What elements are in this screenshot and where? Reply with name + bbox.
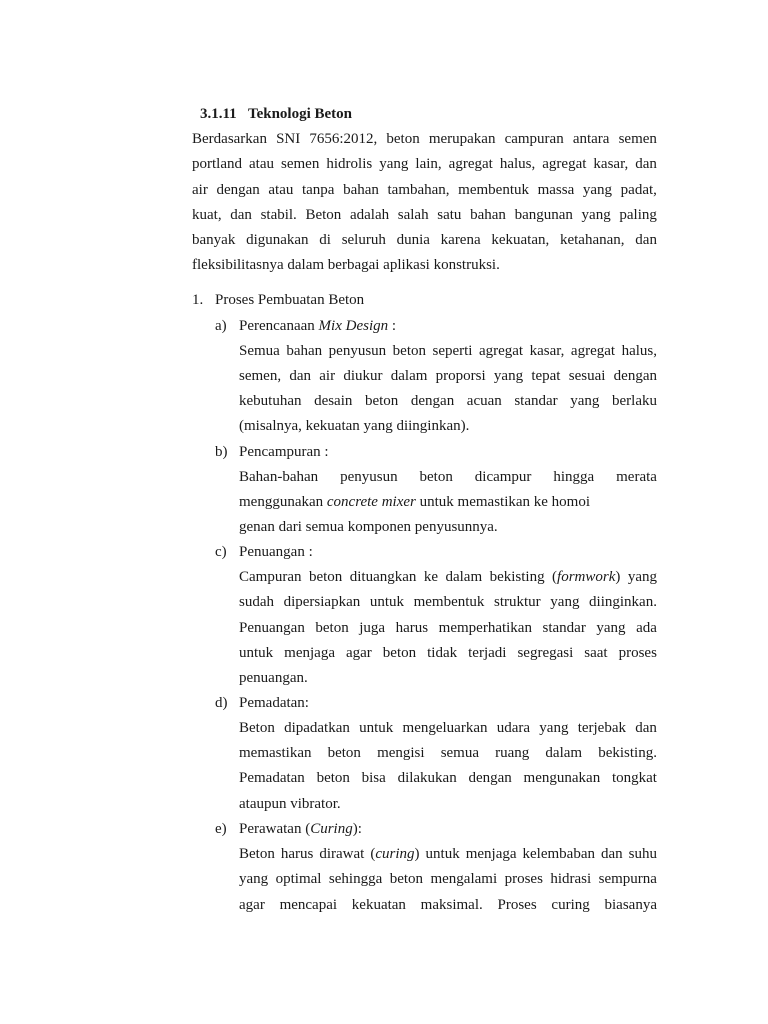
word: campuran bbox=[504, 131, 564, 147]
word: beton bbox=[392, 343, 426, 359]
item-d-line bbox=[239, 768, 657, 788]
word: mengisi bbox=[377, 745, 425, 761]
word: diukur bbox=[343, 368, 383, 384]
word: atau bbox=[268, 182, 294, 198]
word: dan bbox=[230, 207, 252, 223]
item-e-line bbox=[239, 895, 657, 915]
word: satu bbox=[437, 207, 462, 223]
word: Bahan-bahan bbox=[239, 469, 319, 485]
word: air bbox=[319, 368, 336, 384]
item-c-title: Penuangan : bbox=[239, 544, 313, 560]
word: halus, bbox=[621, 343, 657, 359]
word: salah bbox=[397, 207, 429, 223]
list-number: 1. bbox=[192, 292, 204, 308]
word: diinginkan. bbox=[589, 594, 657, 610]
word: Beton bbox=[239, 720, 275, 736]
word: standar bbox=[542, 620, 586, 636]
word: kasar, bbox=[529, 343, 565, 359]
item-d-line-last: ataupun vibrator. bbox=[239, 796, 341, 812]
word: beton bbox=[364, 393, 399, 409]
word: beton bbox=[316, 770, 350, 786]
word: semen, bbox=[239, 368, 282, 384]
word: dan bbox=[635, 156, 657, 172]
intro-line bbox=[192, 129, 657, 149]
word: udara bbox=[496, 720, 531, 736]
word: dan bbox=[635, 720, 657, 736]
word: dipersiapkan bbox=[283, 594, 361, 610]
word: semua bbox=[440, 745, 480, 761]
word: bekisting. bbox=[598, 745, 657, 761]
item-c-marker: c) bbox=[215, 544, 227, 560]
word: dengan bbox=[613, 368, 657, 384]
word: tambahan, bbox=[387, 182, 450, 198]
item-a-line bbox=[239, 341, 657, 361]
word: saat bbox=[584, 645, 608, 661]
word: desain bbox=[314, 393, 353, 409]
word: yang bbox=[550, 594, 580, 610]
word: sehingga bbox=[328, 871, 383, 887]
item-c-line: Campuran beton dituangkan ke dalam bekisting (formwork) yang bbox=[239, 569, 658, 585]
word: bangunan bbox=[514, 207, 573, 223]
word: beton bbox=[315, 620, 349, 636]
word: terjebak bbox=[577, 720, 626, 736]
item-d-marker: d) bbox=[215, 695, 228, 711]
item-a-marker: a) bbox=[215, 318, 227, 334]
word: untuk bbox=[359, 720, 394, 736]
item-a-title: Perencanaan Mix Design : bbox=[239, 318, 397, 334]
word: dicampur bbox=[474, 469, 532, 485]
intro-line bbox=[192, 180, 657, 200]
word: yang bbox=[570, 393, 600, 409]
word: yang bbox=[596, 620, 626, 636]
word: SNI bbox=[276, 131, 301, 147]
item-e-marker: e) bbox=[215, 821, 227, 837]
word: untuk bbox=[239, 645, 274, 661]
word: proses bbox=[618, 645, 657, 661]
word: agar bbox=[239, 897, 265, 913]
word: juga bbox=[359, 620, 386, 636]
word: dipadatkan bbox=[284, 720, 350, 736]
word: Penuangan bbox=[239, 620, 305, 636]
word: Beton bbox=[305, 207, 342, 223]
word: agregat bbox=[570, 343, 616, 359]
word: ada bbox=[636, 620, 657, 636]
word: merata bbox=[616, 469, 657, 485]
word: yang bbox=[539, 720, 569, 736]
item-b-title: Pencampuran : bbox=[239, 444, 329, 460]
word: tongkat bbox=[611, 770, 657, 786]
intro-line bbox=[192, 205, 657, 225]
word: bahan bbox=[286, 343, 323, 359]
word: maksimal. bbox=[420, 897, 483, 913]
word: segregasi bbox=[517, 645, 574, 661]
word: tepat bbox=[531, 368, 561, 384]
item-c-line bbox=[239, 592, 657, 612]
word: semen bbox=[618, 131, 657, 147]
item-e-line bbox=[239, 869, 657, 889]
word: seluruh bbox=[341, 232, 386, 248]
word: memperhatikan bbox=[438, 620, 532, 636]
item-c-line bbox=[239, 618, 657, 638]
item-c-line-last: penuangan. bbox=[239, 670, 308, 686]
word: kuat, bbox=[192, 207, 222, 223]
word: berlaku bbox=[612, 393, 657, 409]
word: Berdasarkan bbox=[192, 131, 267, 147]
item-a-line bbox=[239, 391, 657, 411]
word: dengan bbox=[468, 770, 512, 786]
word: membentuk bbox=[413, 594, 485, 610]
item-b-line bbox=[239, 467, 657, 487]
word: air bbox=[192, 182, 208, 198]
word: Proses bbox=[497, 897, 537, 913]
word: dan bbox=[289, 368, 311, 384]
intro-line-last: fleksibilitasnya dalam berbagai aplikasi konstruksi. bbox=[192, 257, 500, 273]
item-d-line bbox=[239, 743, 657, 763]
word: 7656:2012, bbox=[309, 131, 378, 147]
word: halus, bbox=[499, 156, 536, 172]
word: mengeluarkan bbox=[402, 720, 488, 736]
section-heading bbox=[200, 104, 352, 124]
word: kekuatan, bbox=[491, 232, 550, 248]
item-e-title: Perawatan (Curing): bbox=[239, 821, 362, 837]
word: antara bbox=[572, 131, 610, 147]
intro-line bbox=[192, 154, 657, 174]
word: bahan bbox=[470, 207, 506, 223]
word: proporsi bbox=[435, 368, 486, 384]
item-b-line: menggunakan concrete mixer untuk memastikan ke homoi bbox=[239, 494, 591, 510]
intro-line bbox=[192, 230, 657, 250]
word: penyusun bbox=[340, 469, 398, 485]
word: merupakan bbox=[428, 131, 496, 147]
word: struktur bbox=[494, 594, 541, 610]
word: lain, bbox=[415, 156, 442, 172]
word: dilakukan bbox=[397, 770, 457, 786]
word: beton bbox=[382, 645, 417, 661]
list-title: Proses Pembuatan Beton bbox=[215, 292, 365, 308]
word: dengan bbox=[216, 182, 260, 198]
word: harus bbox=[395, 620, 429, 636]
word: yang bbox=[239, 871, 269, 887]
word: Semua bbox=[239, 343, 280, 359]
word: stabil. bbox=[260, 207, 297, 223]
word: paling bbox=[619, 207, 657, 223]
word: curing bbox=[551, 897, 590, 913]
word: hingga bbox=[553, 469, 595, 485]
word: beton bbox=[386, 131, 420, 147]
word: dalam bbox=[545, 745, 583, 761]
item-b-marker: b) bbox=[215, 444, 228, 460]
word: terjadi bbox=[468, 645, 507, 661]
word: kasar, bbox=[593, 156, 629, 172]
section-number: 3.1.11 bbox=[200, 106, 237, 122]
word: seperti bbox=[432, 343, 473, 359]
word: banyak bbox=[192, 232, 236, 248]
word: ketahanan, bbox=[559, 232, 625, 248]
word: proses bbox=[504, 871, 543, 887]
word: bahan bbox=[343, 182, 379, 198]
word: atau bbox=[249, 156, 274, 172]
word: yang bbox=[493, 368, 524, 384]
word: yang bbox=[379, 156, 409, 172]
word: sempurna bbox=[598, 871, 657, 887]
word: optimal bbox=[275, 871, 322, 887]
item-d-line bbox=[239, 718, 657, 738]
word: beton bbox=[389, 871, 424, 887]
word: membentuk bbox=[458, 182, 529, 198]
word: tanpa bbox=[301, 182, 335, 198]
word: padat, bbox=[620, 182, 657, 198]
word: yang bbox=[581, 207, 611, 223]
item-b-line-last: genan dari semua komponen penyusunnya. bbox=[239, 519, 498, 535]
word: hidrasi bbox=[550, 871, 592, 887]
word: agregat bbox=[478, 343, 524, 359]
word: yang bbox=[582, 182, 613, 198]
word: portland bbox=[192, 156, 242, 172]
word: Pemadatan bbox=[239, 770, 305, 786]
word: untuk bbox=[369, 594, 404, 610]
word: mengunakan bbox=[523, 770, 601, 786]
item-d-title: Pemadatan: bbox=[239, 695, 309, 711]
word: penyusun bbox=[328, 343, 387, 359]
word: biasanya bbox=[604, 897, 657, 913]
word: mencapai bbox=[279, 897, 338, 913]
word: menjaga bbox=[284, 645, 335, 661]
word: dalam bbox=[390, 368, 428, 384]
word: di bbox=[319, 232, 331, 248]
word: hidrolis bbox=[326, 156, 373, 172]
word: acuan bbox=[466, 393, 502, 409]
word: karena bbox=[440, 232, 481, 248]
word: bisa bbox=[361, 770, 386, 786]
word: tidak bbox=[427, 645, 458, 661]
word: beton bbox=[419, 469, 453, 485]
word: agar bbox=[345, 645, 372, 661]
word: massa bbox=[537, 182, 575, 198]
word: kekuatan bbox=[351, 897, 406, 913]
word: agregat bbox=[448, 156, 493, 172]
word: adalah bbox=[349, 207, 390, 223]
word: dan bbox=[635, 232, 657, 248]
word: dengan bbox=[410, 393, 455, 409]
word: semen bbox=[281, 156, 320, 172]
section-title: Teknologi Beton bbox=[247, 106, 352, 122]
item-e-line: Beton harus dirawat (curing) untuk menjaga kelembaban dan suhu bbox=[239, 846, 658, 862]
item-a-line bbox=[239, 366, 657, 386]
word: mengalami bbox=[430, 871, 498, 887]
word: sudah bbox=[239, 594, 274, 610]
word: beton bbox=[327, 745, 361, 761]
word: memastikan bbox=[239, 745, 312, 761]
word: standar bbox=[514, 393, 558, 409]
item-c-line bbox=[239, 643, 657, 663]
word: sesuai bbox=[568, 368, 606, 384]
word: digunakan bbox=[246, 232, 309, 248]
word: ruang bbox=[495, 745, 530, 761]
word: agregat bbox=[542, 156, 587, 172]
word: dunia bbox=[396, 232, 430, 248]
word: kebutuhan bbox=[239, 393, 302, 409]
item-a-line-last: (misalnya, kekuatan yang diinginkan). bbox=[239, 418, 470, 434]
